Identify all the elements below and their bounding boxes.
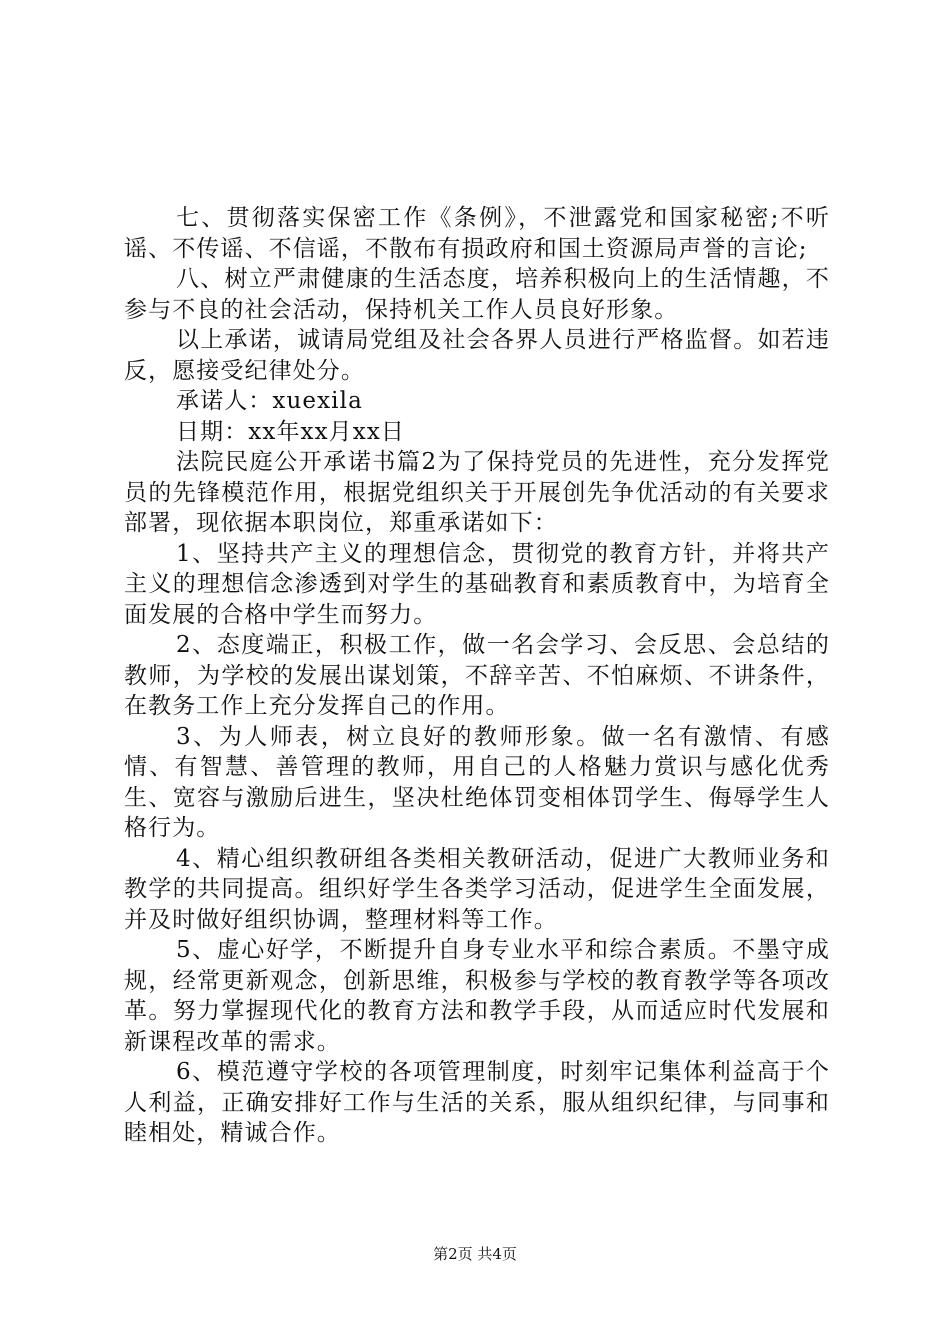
paragraph-item-1: 1、坚持共产主义的理想信念，贯彻党的教育方针，并将共产主义的理想信念渗透到对学生的基础教育和素质教育中，为培育全面发展的合格中学生而努力。 — [124, 540, 830, 628]
paragraph-item-8: 八、树立严肃健康的生活态度，培养积极向上的生活情趣，不参与不良的社会活动，保持机关工作人员良好形象。 — [124, 266, 830, 323]
paragraph-signer: 承诺人：xuexila — [176, 388, 363, 414]
paragraph-pledge-closing: 以上承诺，诚请局党组及社会各界人员进行严格监督。如若违反，愿接受纪律处分。 — [124, 327, 830, 384]
paragraph-date: 日期：xx年xx月xx日 — [176, 418, 406, 445]
paragraph-item-6: 6、模范遵守学校的各项管理制度，时刻牢记集体利益高于个人利益，正确安排好工作与生活的关系，服从组织纪律，与同事和睦相处，精诚合作。 — [124, 1059, 830, 1146]
paragraph-item-7: 七、贯彻落实保密工作《条例》，不泄露党和国家秘密;不听谣、不传谣、不信谣，不散布有损政府和国土资源局声誉的言论; — [124, 205, 830, 262]
paragraph-section-2-intro: 法院民庭公开承诺书篇2为了保持党员的先进性，充分发挥党员的先锋模范作用，根据党组织关于开展创先争优活动的有关要求部署，现依据本职岗位，郑重承诺如下： — [124, 449, 830, 536]
paragraph-item-5: 5、虚心好学，不断提升自身专业水平和综合素质。不墨守成规，经常更新观念，创新思维，积极参与学校的教育教学等各项改革。努力掌握现代化的教育方法和教学手段，从而适应时代发展和新课程改革的需求。 — [124, 937, 830, 1055]
paragraph-item-3: 3、为人师表，树立良好的教师形象。做一名有激情、有感情、有智慧、善管理的教师，用自己的人格魅力赏识与感化优秀生、宽容与激励后进生，坚决杜绝体罚变相体罚学生、侮辱学生人格行为。 — [124, 723, 830, 841]
page-number-footer: 第2页 共4页 — [433, 1245, 517, 1263]
document-body — [124, 203, 830, 1149]
paragraph-item-4: 4、精心组织教研组各类相关教研活动，促进广大教师业务和教学的共同提高。组织好学生各类学习活动，促进学生全面发展，并及时做好组织协调，整理材料等工作。 — [124, 845, 830, 933]
paragraph-item-2: 2、态度端正，积极工作，做一名会学习、会反思、会总结的教师，为学校的发展出谋划策，不辞辛苦、不怕麻烦、不讲条件，在教务工作上充分发挥自己的作用。 — [124, 632, 830, 719]
